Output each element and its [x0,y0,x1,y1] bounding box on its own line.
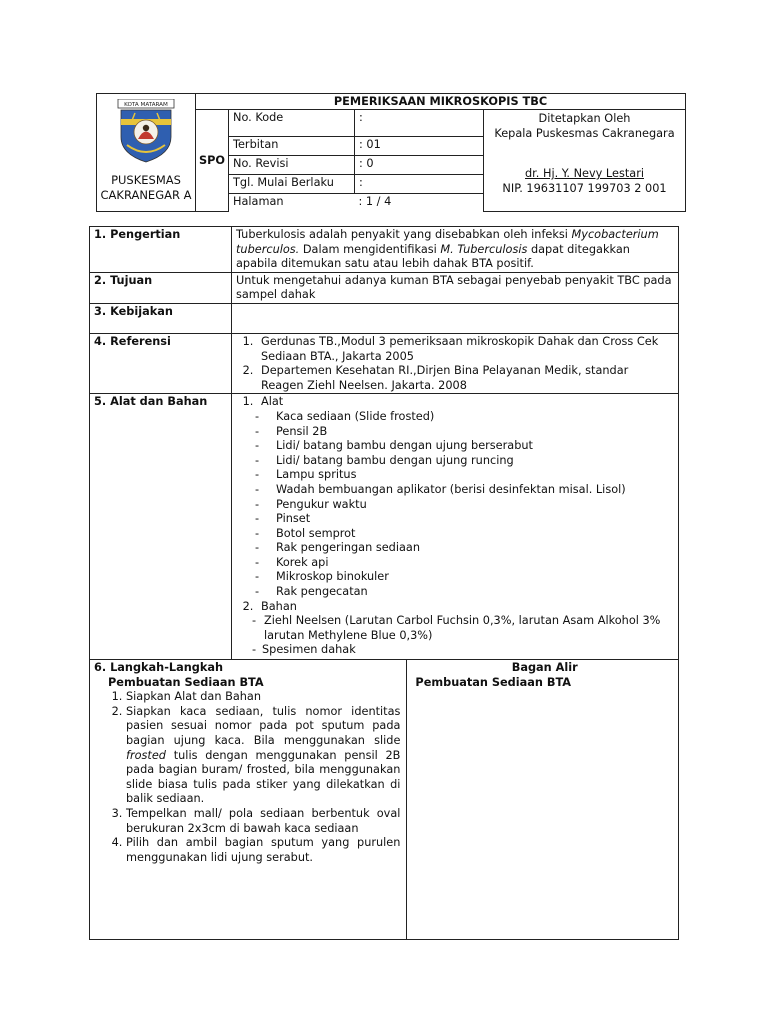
sop-content-table [89,226,679,940]
alat-item: - Rak pengecatan [255,585,674,600]
field-label-kode: No. Kode [229,110,355,137]
pengertian-text-1: Tuberkulosis adalah penyakit yang disebabkan oleh infeksi [236,228,572,241]
bagan-alir-title: Bagan Alir [511,661,578,675]
alat-item: - Wadah bembuangan aplikator (berisi desinfektan misal. Lisol) [255,483,674,498]
section-body-referensi [232,333,679,393]
section-label-langkah: 6. Langkah-Langkah [94,661,224,675]
field-value-halaman: : 1 / 4 [355,193,484,211]
approval-line1: Ditetapkan Oleh [538,112,631,125]
bahan-item: - Ziehl Neelsen (Larutan Carbol Fuchsin 0,3%, larutan Asam Alkohol 3% larutan Methylene Blue 0,3%) [252,614,674,643]
field-label-halaman: Halaman [229,193,355,211]
field-value-kode: : [355,110,484,137]
field-label-terbitan: Terbitan [229,136,355,155]
bagan-alir-column [407,660,679,940]
bahan-item: - Spesimen dahak [252,643,674,658]
section-label-referensi: 4. Referensi [90,333,232,393]
step-item: 1. Siapkan Alat dan Bahan [126,690,402,705]
field-label-revisi: No. Revisi [229,155,355,174]
alat-item: - Lidi/ batang bambu dengan ujung berserabut [255,439,674,454]
bahan-title: Bahan [261,599,297,613]
alat-item: - Pinset [255,512,674,527]
step-item: 3. Tempelkan mall/ pola sediaan berbentuk oval berukuran 2x3cm di bawah kaca sediaan [126,807,402,836]
alat-item: - Pensil 2B [255,425,674,440]
section-body-kebijakan [232,303,679,333]
pengertian-text-3: Dalam mengidentifikasi [299,242,441,256]
section-label-kebijakan: 3. Kebijakan [90,303,232,333]
field-value-tgl: : [355,174,484,193]
alat-item: - Kaca sediaan (Slide frosted) [255,410,674,425]
langkah-subtitle: Pembuatan Sediaan BTA [108,675,264,689]
approver-name: dr. Hj. Y. Nevy Lestari [525,167,644,180]
document-title: PEMERIKSAAN MIKROSKOPIS TBC [196,94,686,110]
city-emblem-logo [117,99,175,167]
approval-line2: Kepala Puskesmas Cakranegara [494,126,675,140]
sop-header-table [96,93,686,212]
logo-cell [97,94,196,212]
spo-label: SPO [196,110,229,212]
reference-item: 2. Departemen Kesehatan RI.,Dirjen Bina Pelayanan Medik, standar Reagen Ziehl Neelsen. Jakarta. 2008 [257,364,674,393]
alat-title: Alat [261,395,284,409]
pengertian-text-5: dapat ditegakkan apabila ditemukan satu atau lebih dahak BTA positif. [236,242,630,271]
organization-name: PUSKESMAS CAKRANEGAR A [100,173,192,202]
alat-item: - Mikroskop binokuler [255,570,674,585]
alat-item: - Rak pengeringan sediaan [255,541,674,556]
langkah-column [90,660,407,940]
step-item: 2. Siapkan kaca sediaan, tulis nomor identitas pasien sesuai nomor pada pot sputum pada bagian ujung kaca. Bila menggunakan slide frosted tulis dengan menggunakan pensil 2B pada bagian buram/ frosted, bila menggunakan slide biasa tulis pada stiker yang dilekatkan di balik sediaan. [126,705,402,807]
field-label-tgl: Tgl. Mulai Berlaku [229,174,355,193]
alat-item: - Korek api [255,556,674,571]
svg-text:KOTA MATARAM: KOTA MATARAM [124,102,168,108]
section-body-pengertian [232,227,679,273]
step-item: 4. Pilih dan ambil bagian sputum yang purulen menggunakan lidi ujung serabut. [126,836,402,865]
approval-block [484,110,686,212]
section-label-pengertian: 1. Pengertian [90,227,232,273]
section-body-alat [232,394,679,660]
section-label-tujuan: 2. Tujuan [90,272,232,303]
alat-item: - Lidi/ batang bambu dengan ujung runcing [255,454,674,469]
reference-item: 1. Gerdunas TB.,Modul 3 pemeriksaan mikroskopik Dahak dan Cross Cek Sediaan BTA., Jakarta 2005 [257,335,674,364]
approver-nip: NIP. 19631107 199703 2 001 [502,181,667,195]
pengertian-text-2: Mycobacterium tuberculos. [236,228,659,256]
section-label-alat: 5. Alat dan Bahan [90,394,232,660]
bagan-alir-subtitle: Pembuatan Sediaan BTA [415,675,572,689]
alat-item: - Pengukur waktu [255,498,674,513]
pengertian-text-4: M. Tuberculosis [440,242,528,256]
alat-item: - Botol semprot [255,527,674,542]
field-value-terbitan: : 01 [355,136,484,155]
field-value-revisi: : 0 [355,155,484,174]
alat-item: - Lampu spritus [255,468,674,483]
section-body-tujuan: Untuk mengetahui adanya kuman BTA sebagai penyebab penyakit TBC pada sampel dahak [232,272,679,303]
